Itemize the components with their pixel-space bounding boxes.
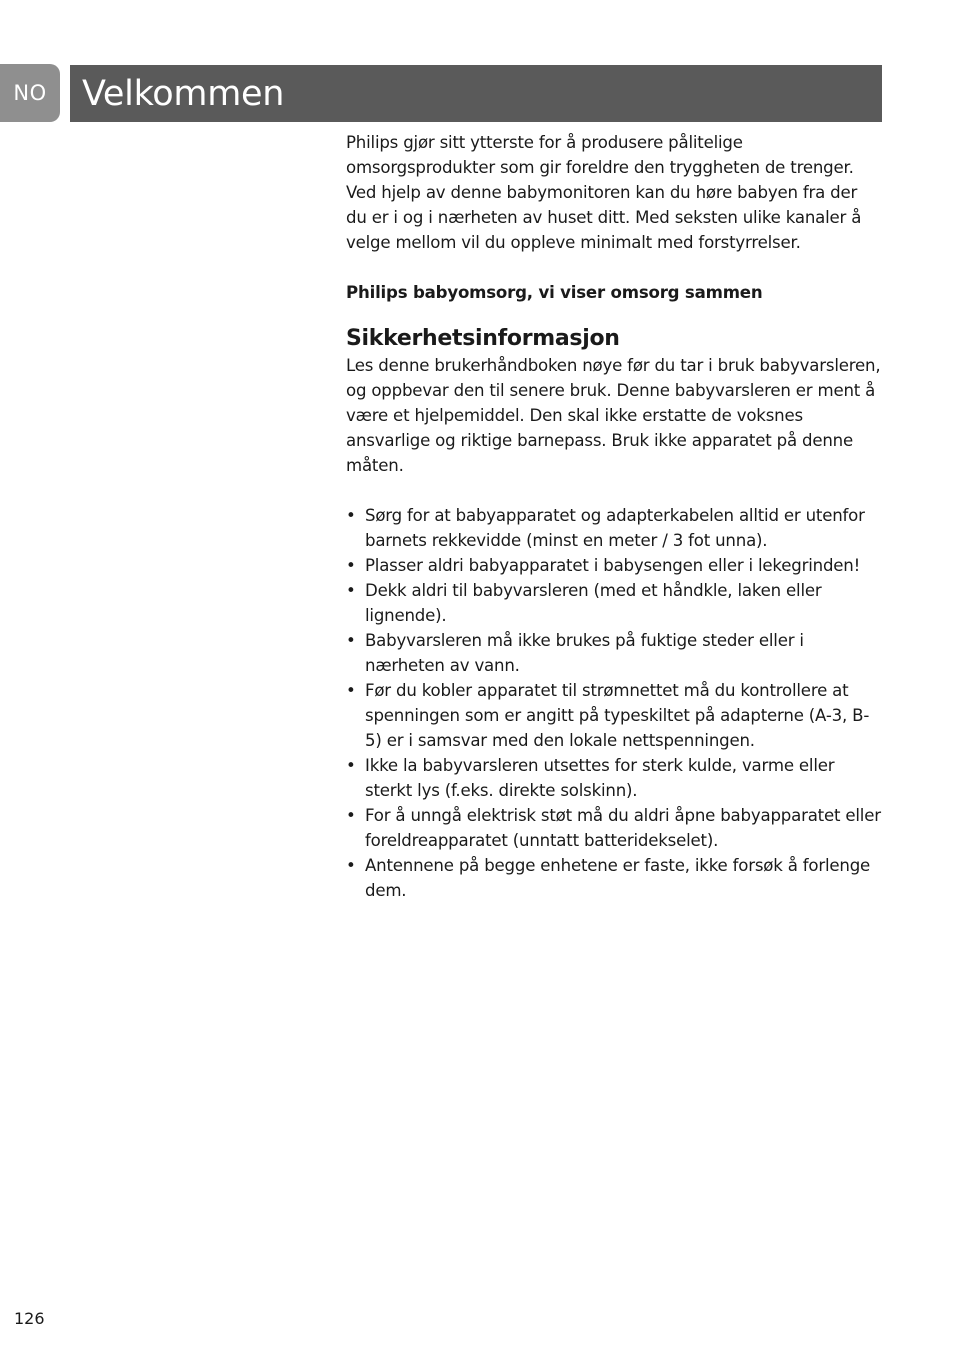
- list-item-text: Ikke la babyvarsleren utsettes for sterk kulde, varme eller sterkt lys (f.eks. direkte solskinn).: [365, 756, 835, 800]
- title-bar: [70, 65, 882, 122]
- list-item-text: Babyvarsleren må ikke brukes på fuktige steder eller i nærheten av vann.: [365, 631, 804, 675]
- list-item: [346, 678, 882, 753]
- intro-paragraph: Philips gjør sitt ytterste for å produsere pålitelige omsorgsprodukter som gir foreldre den tryggheten de trenger. Ved hjelp av denne babymonitoren kan du høre babyen fra der du er i og i nærheten av huset ditt. Med seksten ulike kanaler å velge mellom vil du oppleve minimalt med forstyrrelser.: [346, 133, 862, 252]
- language-tab: NO: [0, 64, 60, 122]
- list-item-text: Plasser aldri babyapparatet i babysengen eller i lekegrinden!: [365, 556, 861, 575]
- page-title: Velkommen: [82, 74, 285, 114]
- list-item-text: Antennene på begge enhetene er faste, ikke forsøk å forlenge dem.: [365, 856, 871, 900]
- list-item-text: Sørg for at babyapparatet og adapterkabelen alltid er utenfor barnets rekkevidde (minst en meter / 3 fot unna).: [365, 506, 865, 550]
- bullet-icon: •: [346, 756, 356, 775]
- list-item: [346, 803, 882, 853]
- list-item-text: For å unngå elektrisk støt må du aldri åpne babyapparatet eller foreldreapparatet (unntatt batteridekselet).: [365, 806, 881, 850]
- bullet-icon: •: [346, 856, 356, 875]
- section-heading-safety: Sikkerhetsinformasjon: [346, 326, 620, 351]
- bullet-icon: •: [346, 506, 356, 525]
- list-item-text: Før du kobler apparatet til strømnettet må du kontrollere at spenningen som er angitt på typeskiltet på adapterne (A-3, B-5) er i samsvar med den lokale nettspenningen.: [365, 681, 870, 750]
- list-item: [346, 578, 882, 628]
- main-content: [346, 130, 882, 903]
- list-item: [346, 503, 882, 553]
- safety-bullet-list: [346, 503, 882, 903]
- bullet-icon: •: [346, 581, 356, 600]
- bullet-icon: •: [346, 806, 356, 825]
- tagline: Philips babyomsorg, vi viser omsorg sammen: [346, 283, 763, 302]
- bullet-icon: •: [346, 681, 356, 700]
- list-item-text: Dekk aldri til babyvarsleren (med et håndkle, laken eller lignende).: [365, 581, 822, 625]
- list-item: [346, 628, 882, 678]
- safety-intro-paragraph: Les denne brukerhåndboken nøye før du tar i bruk babyvarsleren, og oppbevar den til senere bruk. Denne babyvarsleren er ment å være et hjelpemiddel. Den skal ikke erstatte de voksnes ansvarlige og riktige barnepass. Bruk ikke apparatet på denne måten.: [346, 356, 881, 475]
- list-item: [346, 853, 882, 903]
- list-item: [346, 753, 882, 803]
- bullet-icon: •: [346, 631, 356, 650]
- list-item: [346, 553, 882, 578]
- page-number: 126: [14, 1309, 45, 1328]
- bullet-icon: •: [346, 556, 356, 575]
